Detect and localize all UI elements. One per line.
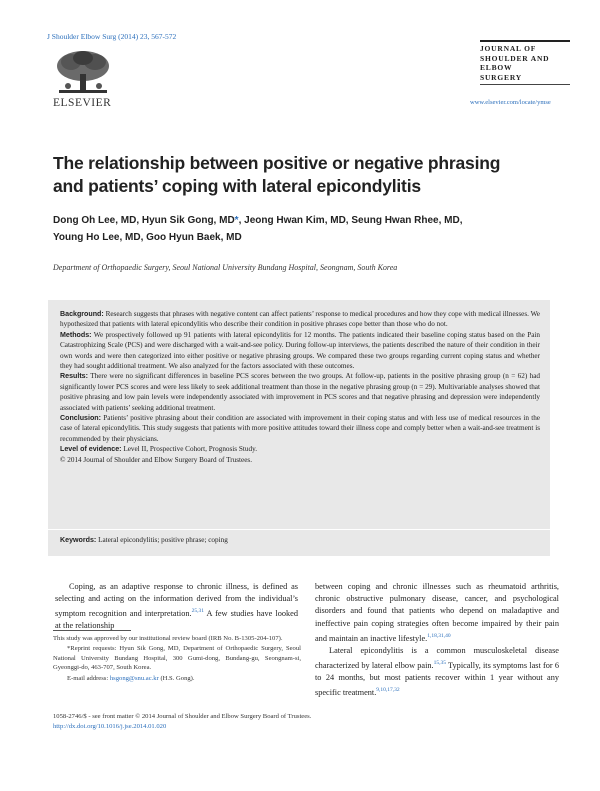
abstract-conclusion: Conclusion: Patients’ positive phrasing about their condition are associated with improvement in their coping status and with less use of medical resources in the case of lateral epicondylitis. This study suggests that patients with more positive attitudes toward their illness cope and comply better when a wait-and-see treatment is recommended by their physicians. [60,414,540,443]
author-list [53,212,563,246]
citation-ref[interactable]: 15,35 [433,659,446,666]
body-paragraph: Coping, as an adaptive response to chronic illness, is defined as selecting and acting on the information derived from the individual’s symptom recognition and interpretation.$^{25,31}$ A few studies have looked at the relationship [55,582,298,631]
journal-url-link[interactable]: www.elsevier.com/locate/ymse [470,99,551,106]
journal-name-line: ELBOW [480,63,513,72]
footnote-email: E-mail address: hsgong@snu.ac.kr (H.S. Gong). [67,674,195,682]
footnote-reprint: *Reprint requests: Hyun Sik Gong, MD, Department of Orthopaedic Surgery, Seoul National University Bundang Hospital, 300 Gumi-dong, Bundang-gu, Seongnam-si, Gyeonggi-do, 463-707, South Korea. [53,645,301,672]
authors-text: Dong Oh Lee, MD, Hyun Sik Gong, MD [53,215,235,226]
footnote-divider [53,630,131,631]
citation-ref[interactable]: 1,18,31,40 [427,632,451,639]
body-column-right [315,581,559,699]
corresponding-author-star[interactable]: * [234,215,239,226]
footnotes [53,634,301,684]
email-link[interactable]: hsgong@snu.ac.kr [109,674,159,682]
title-line: and patients’ coping with lateral epicondylitis [53,176,421,196]
citation-ref[interactable]: 25,31 [191,608,204,615]
authors-text: Young Ho Lee, MD, Goo Hyun Baek, MD [53,232,242,243]
abstract-methods: Methods: We prospectively followed up 91 patients with lateral epicondylitis for 12 months. The patients indicated their baseline coping status based on the Pain Catastrophizing Scale (PCS) and were discharged with a wait-and-see policy. During follow-up interviews, the patients described the nature of their condition in their own words and were then categorized into either positive or negative phrasing groups. We compared these two groups regarding current coping status and whether they had sought additional treatment. We also analyzed for the factors associated with these outcomes. [60,330,540,371]
footnote-irb: This study was approved by our institutional review board (IRB No. B-1305-204-107). [53,635,283,642]
body-paragraph: Lateral epicondylitis is a common musculoskeletal disease characterized by lateral elbow pain.$^{15,35}$ Typically, its symptoms last for 6 to 24 months, but most patients recover within 1 year without any specific treatment.$^{9,10,17,32}$ [315,645,560,697]
authors-text: , Jeong Hwan Kim, MD, Seung Hwan Rhee, MD, [238,215,463,226]
body-paragraph: between coping and chronic illnesses such as rheumatoid arthritis, chronic obstructive pulmonary disease, cancer, and psychological disorders and found that patients who depend on maladaptive and ineffective pain coping strategies often become impaired by their pain and maintain an inactive lifestyle.$^{1,18,31,40}$ [315,582,559,643]
issn-line: 1058-2746/$ - see front matter © 2014 Journal of Shoulder and Elbow Surgery Board of Trustees. [53,713,312,720]
journal-name-line: SURGERY [480,72,523,82]
title-line: The relationship between positive or negative phrasing [53,153,501,173]
affiliation: Department of Orthopaedic Surgery, Seoul National University Bundang Hospital, Seongnam, South Korea [53,263,398,272]
doi-link[interactable]: http://dx.doi.org/10.1016/j.jse.2014.01.020 [53,722,167,730]
keywords-divider [48,529,550,530]
page-footer [53,712,311,731]
elsevier-tree-logo [53,48,113,98]
citation-ref[interactable]: 9,10,17,32 [376,687,400,694]
abstract-level: Level of evidence: Level II, Prospective Cohort, Prognosis Study. [60,445,257,454]
keywords: Keywords: Lateral epicondylitis; positive phrase; coping [60,536,228,544]
journal-citation[interactable]: J Shoulder Elbow Surg (2014) 23, 567-572 [47,32,177,41]
publisher-name: ELSEVIER [53,97,112,109]
abstract-box [48,300,550,556]
body-column-left [55,581,298,633]
abstract-results: Results: There were no significant differences in baseline PCS scores between the two groups. At follow-up, patients in the positive phrasing group (n = 62) had significantly lower PCS scores and were less likely to seek additional treatment than those in the negative phrasing group (n = 29). Multivariable analyses showed that positive phrasing and low pain levels were independently associated with improvement in PCS scores and that negative phrasing and depression were independently associated with patients’ seeking additional treatment. [60,372,540,412]
abstract-background: Background: Research suggests that phrases with negative content can affect patients’ response to medical procedures and how they cope with medical illnesses. We hypothesized that patients with lateral epicondylitis who describe their condition in positive phrases cope better than those who do not. [60,310,540,329]
article-title [53,152,553,198]
abstract-copyright: © 2014 Journal of Shoulder and Elbow Surgery Board of Trustees. [60,455,252,464]
journal-name-block [480,40,570,85]
journal-name-line: SHOULDER AND [480,53,550,63]
journal-name-line: JOURNAL OF [480,44,537,53]
